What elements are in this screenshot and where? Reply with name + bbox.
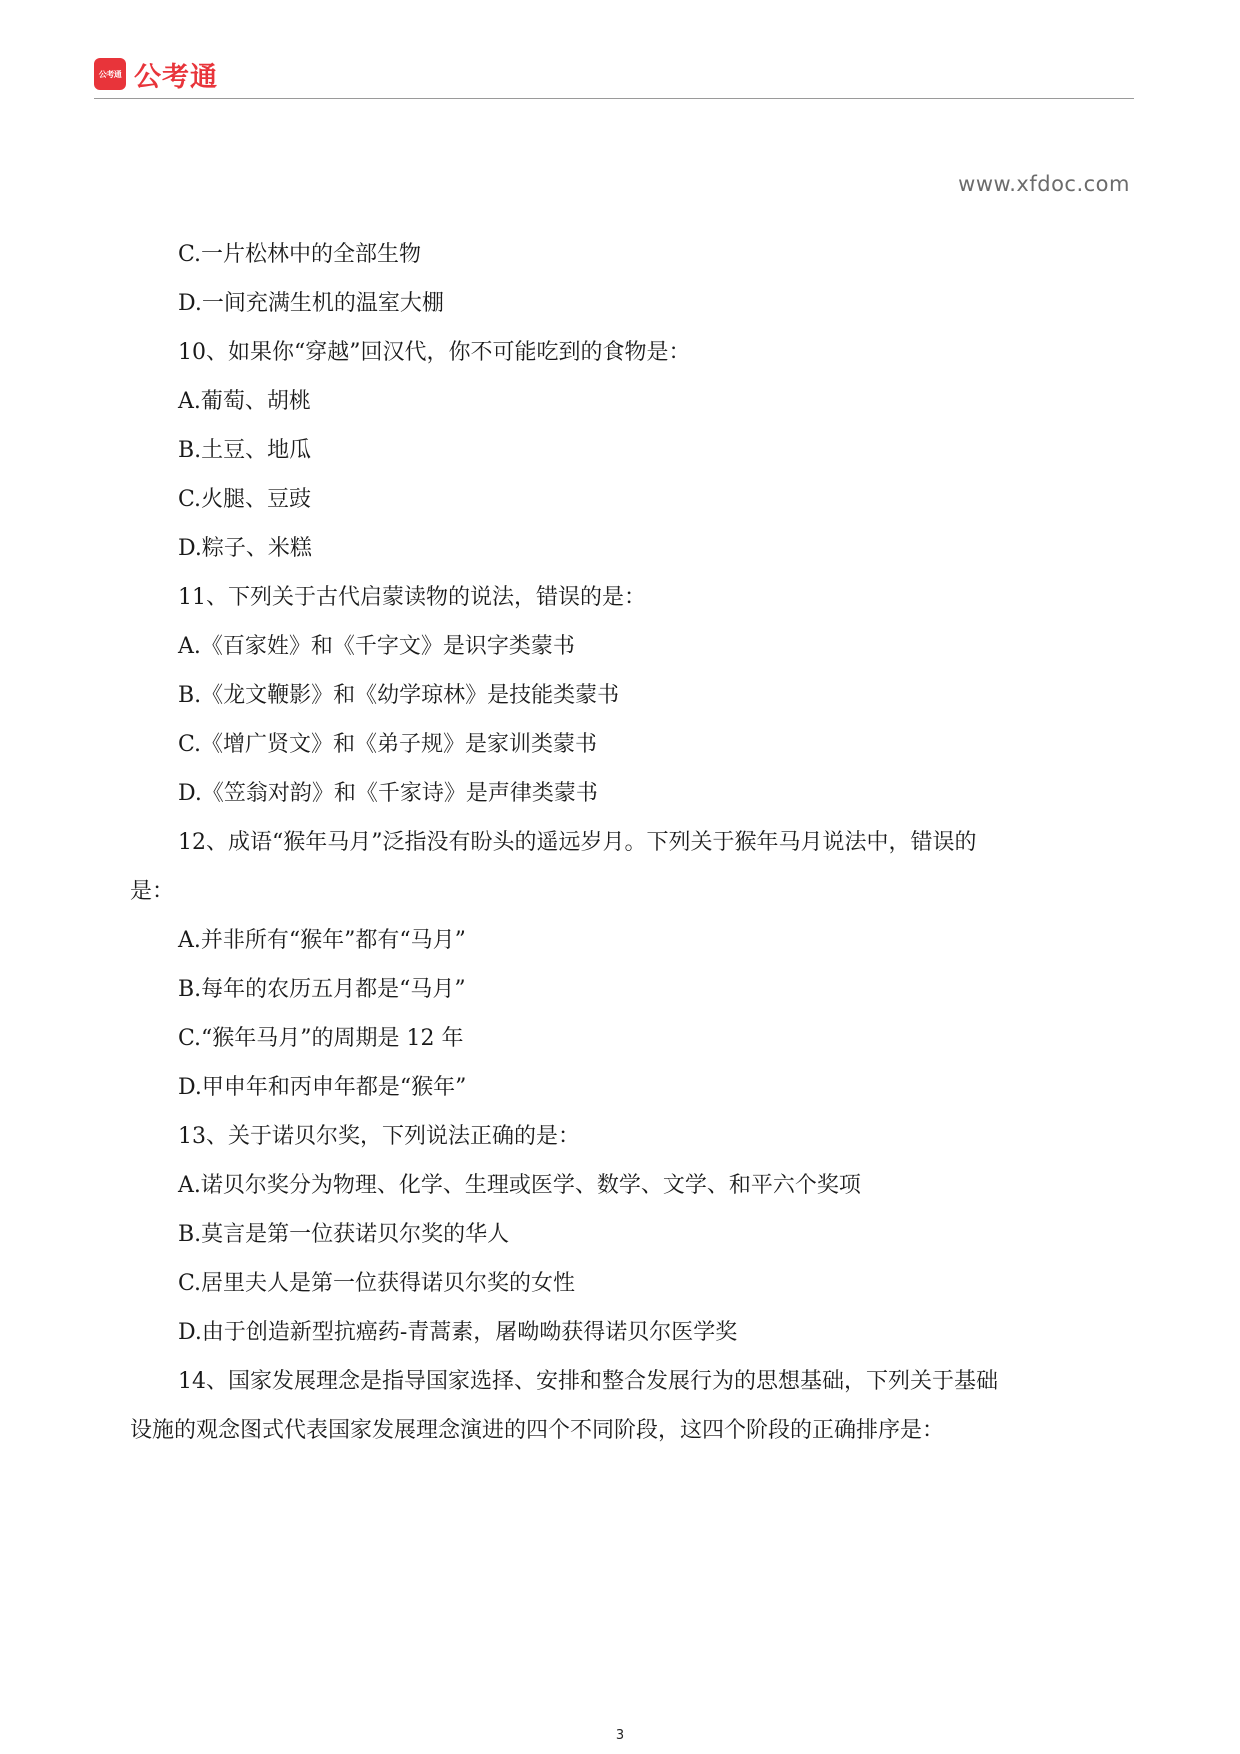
- option-c-q10: C.火腿、豆豉: [178, 487, 312, 512]
- question-11: 11、下列关于古代启蒙读物的说法，错误的是：: [178, 585, 646, 610]
- option-a-q12: A.并非所有“猴年”都有“马月”: [178, 928, 466, 953]
- option-d-q13: D.由于创造新型抗癌药-青蒿素，屠呦呦获得诺贝尔医学奖: [178, 1320, 738, 1345]
- question-10: 10、如果你“穿越”回汉代，你不可能吃到的食物是：: [178, 340, 691, 365]
- option-d-q11: D.《笠翁对韵》和《千家诗》是声律类蒙书: [178, 781, 598, 806]
- question-14: 14、国家发展理念是指导国家选择、安排和整合发展行为的思想基础，下列关于基础: [178, 1369, 998, 1394]
- page-header: [94, 58, 1134, 99]
- option-a-q13: A.诺贝尔奖分为物理、化学、生理或医学、数学、文学、和平六个奖项: [178, 1173, 861, 1198]
- question-14-continued: 设施的观念图式代表国家发展理念演进的四个不同阶段，这四个阶段的正确排序是：: [130, 1418, 945, 1443]
- page-number: 3: [615, 1728, 625, 1743]
- option-c-q13: C.居里夫人是第一位获得诺贝尔奖的女性: [178, 1271, 576, 1296]
- option-a-q11: A.《百家姓》和《千字文》是识字类蒙书: [178, 634, 575, 659]
- option-b-q13: B.莫言是第一位获诺贝尔奖的华人: [178, 1222, 510, 1247]
- document-body: [130, 230, 1120, 1455]
- option-b-q10: B.土豆、地瓜: [178, 438, 312, 463]
- option-d-q12: D.甲申年和丙申年都是“猴年”: [178, 1075, 467, 1100]
- option-c-q12: C.“猴年马月”的周期是 12 年: [178, 1026, 464, 1051]
- option-b-q12: B.每年的农历五月都是“马月”: [178, 977, 466, 1002]
- brand-name: 公考通: [134, 62, 218, 93]
- option-d-q10: D.粽子、米糕: [178, 536, 312, 561]
- question-12-continued: 是：: [130, 879, 175, 904]
- option-a-q10: A.葡萄、胡桃: [178, 389, 311, 414]
- question-12: 12、成语“猴年马月”泛指没有盼头的遥远岁月。下列关于猴年马月说法中，错误的: [178, 830, 977, 855]
- option-b-q11: B.《龙文鞭影》和《幼学琼林》是技能类蒙书: [178, 683, 620, 708]
- logo-icon: 公考通: [94, 58, 126, 90]
- option-c-q9: C.一片松林中的全部生物: [178, 242, 422, 267]
- option-d-q9: D.一间充满生机的温室大棚: [178, 291, 444, 316]
- watermark-url: www.xfdoc.com: [958, 172, 1130, 196]
- option-c-q11: C.《增广贤文》和《弟子规》是家训类蒙书: [178, 732, 598, 757]
- question-13: 13、关于诺贝尔奖，下列说法正确的是：: [178, 1124, 580, 1149]
